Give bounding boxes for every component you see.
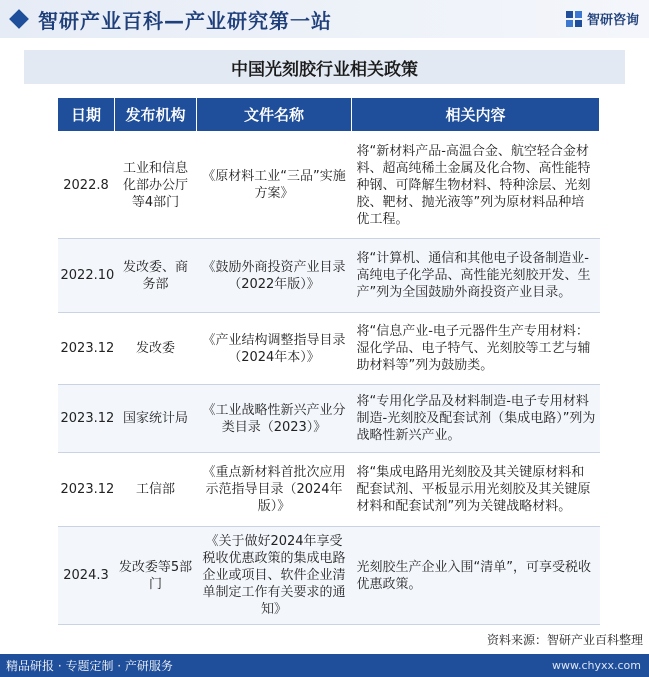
cell-org: 发改委等5部门 bbox=[115, 527, 197, 625]
cell-org: 工信部 bbox=[115, 453, 197, 527]
cell-doc: 《关于做好2024年享受税收优惠政策的集成电路企业或项目、软件企业清单制定工作有关要求的通知》 bbox=[197, 527, 352, 625]
cell-org: 发改委 bbox=[115, 313, 197, 385]
cell-content: 将“集成电路用光刻胶及其关键原材料和配套试剂、平板显示用光刻胶及其关键原材料和配套试剂”列为关键战略材料。 bbox=[352, 453, 600, 527]
diamond-icon bbox=[9, 9, 29, 29]
brand-logo-icon bbox=[565, 10, 583, 28]
cell-doc: 《原材料工业“三品”实施方案》 bbox=[197, 132, 352, 239]
cell-date: 2023.12 bbox=[58, 313, 115, 385]
cell-content: 将“计算机、通信和其他电子设备制造业-高纯电子化学品、高性能光刻胶开发、生产”列为全国鼓励外商投资产业目录。 bbox=[352, 239, 600, 313]
header-bar bbox=[0, 0, 649, 38]
page-title: 中国光刻胶行业相关政策 bbox=[231, 59, 418, 80]
cell-content: 光刻胶生产企业入围“清单”，可享受税收优惠政策。 bbox=[352, 527, 600, 625]
cell-content: 将“信息产业-电子元器件生产专用材料：湿化学品、电子特气、光刻胶等工艺与辅助材料等”列为鼓励类。 bbox=[352, 313, 600, 385]
footer-slogan: 精品研报 · 专题定制 · 产研服务 bbox=[6, 659, 173, 673]
brand-logo-text: 智研咨询 bbox=[586, 13, 639, 28]
table-row bbox=[58, 313, 600, 385]
table-row bbox=[58, 132, 600, 239]
policy-table bbox=[57, 97, 600, 625]
source-note: 资料来源：智研产业百科整理 bbox=[486, 633, 643, 647]
cell-doc: 《重点新材料首批次应用示范指导目录（2024年版）》 bbox=[197, 453, 352, 527]
cell-date: 2024.3 bbox=[58, 527, 115, 625]
site-title: 智研产业百科—产业研究第一站 bbox=[38, 8, 332, 33]
page-title-bar bbox=[24, 50, 625, 84]
cell-org: 发改委、商务部 bbox=[115, 239, 197, 313]
column-header-content: 相关内容 bbox=[352, 98, 600, 132]
table-row bbox=[58, 239, 600, 313]
table-row bbox=[58, 385, 600, 453]
table-row bbox=[58, 453, 600, 527]
cell-doc: 《产业结构调整指导目录（2024年本）》 bbox=[197, 313, 352, 385]
column-header-doc: 文件名称 bbox=[197, 98, 352, 132]
cell-date: 2023.12 bbox=[58, 453, 115, 527]
column-header-org: 发布机构 bbox=[115, 98, 197, 132]
cell-org: 国家统计局 bbox=[115, 385, 197, 453]
cell-content: 将“专用化学品及材料制造-电子专用材料制造-光刻胶及配套试剂（集成电路）”列为战略性新兴产业。 bbox=[352, 385, 600, 453]
cell-org: 工业和信息化部办公厅等4部门 bbox=[115, 132, 197, 239]
column-header-date: 日期 bbox=[58, 98, 115, 132]
cell-doc: 《工业战略性新兴产业分类目录（2023）》 bbox=[197, 385, 352, 453]
table-row bbox=[58, 527, 600, 625]
footer-bar bbox=[0, 654, 649, 677]
table-header-row bbox=[58, 98, 600, 132]
cell-date: 2022.10 bbox=[58, 239, 115, 313]
cell-content: 将“新材料产品-高温合金、航空轻合金材料、超高纯稀土金属及化合物、高性能特种钢、可降解生物材料、特种涂层、光刻胶、靶材、抛光液等”列为原材料品种培优工程。 bbox=[352, 132, 600, 239]
footer-url[interactable]: www.chyxx.com bbox=[551, 659, 641, 672]
brand-logo[interactable] bbox=[565, 9, 639, 28]
cell-date: 2022.8 bbox=[58, 132, 115, 239]
cell-date: 2023.12 bbox=[58, 385, 115, 453]
cell-doc: 《鼓励外商投资产业目录（2022年版）》 bbox=[197, 239, 352, 313]
